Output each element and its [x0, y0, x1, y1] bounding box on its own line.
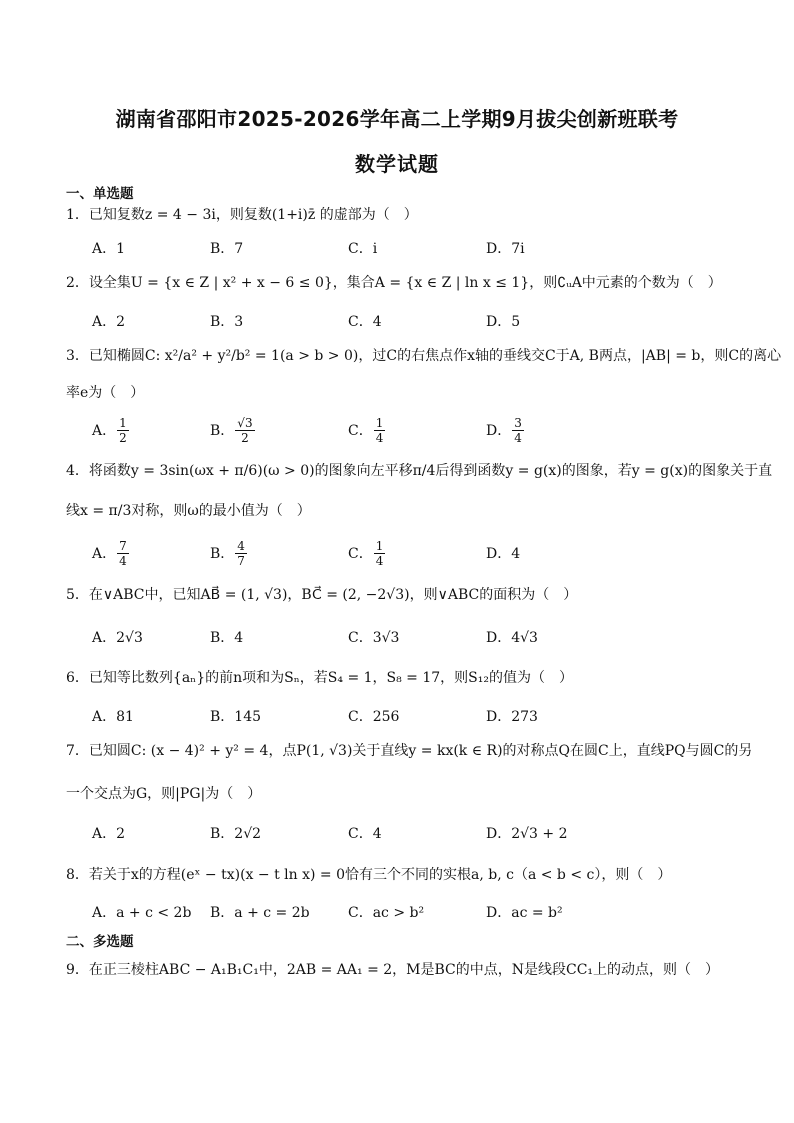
question-6-stem: 6．已知等比数列{aₙ}的前n项和为Sₙ，若S₄ = 1，S₈ = 17，则S₁₂的值为（ ）	[66, 670, 573, 686]
question-8-options	[92, 894, 732, 930]
option-a[interactable]	[92, 412, 130, 448]
question-9-stem: 9．在正三棱柱ABC − A₁B₁C₁中，2AB = AA₁ = 2，M是BC的中点，N是线段CC₁上的动点，则（ ）	[66, 962, 720, 978]
option-a[interactable]: A．81	[92, 709, 134, 725]
option-label: C．	[348, 423, 373, 439]
option-a[interactable]: A．2	[92, 314, 126, 330]
option-b[interactable]	[210, 535, 248, 571]
question-6-options	[92, 698, 732, 734]
question-1-options	[92, 230, 732, 266]
question-4-stem-line-1: 4．将函数y = 3sin(ωx + π/6)(ω > 0)的图象向左平移π/4后得到函数y = g(x)的图象，若y = g(x)的图象关于直	[66, 463, 773, 479]
question-3-options	[92, 412, 732, 448]
option-a[interactable]: A．2	[92, 826, 126, 842]
option-d[interactable]	[486, 412, 525, 448]
question-7-stem-line-1: 7．已知圆C: (x − 4)² + y² = 4，点P(1, √3)关于直线y = kx(k ∈ R)的对称点Q在圆C上，直线PQ与圆C的另	[66, 743, 753, 759]
option-b[interactable]: B．4	[210, 630, 244, 646]
option-fraction: $\frac{4}{7}$	[237, 538, 245, 568]
option-a[interactable]: A．1	[92, 241, 126, 257]
question-3-stem-line-2: 率e为（ ）	[66, 385, 145, 401]
question-8-stem: 8．若关于x的方程(eˣ − tx)(x − t ln x) = 0恰有三个不同的实根a, b, c（a < b < c），则（ ）	[66, 867, 672, 883]
option-c[interactable]: C．ac > b²	[348, 905, 425, 921]
section-multiple-choice: 二、多选题	[66, 934, 134, 950]
option-label: C．	[348, 546, 373, 562]
question-7-stem-line-2: 一个交点为G，则|PG|为（ ）	[66, 786, 262, 802]
option-fraction: $\frac{√3}{2}$	[237, 415, 253, 445]
option-fraction: $\frac{1}{4}$	[375, 415, 384, 445]
option-c[interactable]: C．256	[348, 709, 400, 725]
option-d[interactable]: D．4√3	[486, 630, 538, 646]
option-d[interactable]: D．7i	[486, 241, 525, 257]
option-b[interactable]: B．3	[210, 314, 244, 330]
question-2-stem: 2．设全集U = {x ∈ Z | x² + x − 6 ≤ 0}，集合A = {x ∈ Z | ln x ≤ 1}，则∁ᵤA中元素的个数为（ ）	[66, 275, 722, 291]
option-b[interactable]: B．7	[210, 241, 244, 257]
exam-title: 湖南省邵阳市2025-2026学年高二上学期9月拔尖创新班联考	[115, 107, 679, 131]
option-a[interactable]: A．a + c < 2b	[92, 905, 192, 921]
option-b[interactable]: B．a + c = 2b	[210, 905, 310, 921]
option-label: A．	[92, 546, 117, 562]
question-1-stem: 1．已知复数z = 4 − 3i，则复数(1+i)z̄ 的虚部为（ ）	[66, 207, 418, 223]
option-a[interactable]	[92, 535, 130, 571]
question-4-options	[92, 535, 732, 571]
option-fraction: $\frac{7}{4}$	[119, 538, 127, 568]
option-label: B．	[210, 423, 235, 439]
option-b[interactable]	[210, 412, 256, 448]
option-c[interactable]: C．4	[348, 826, 382, 842]
option-a[interactable]: A．2√3	[92, 630, 143, 646]
option-c[interactable]: C．i	[348, 241, 378, 257]
option-b[interactable]: B．145	[210, 709, 262, 725]
option-d[interactable]: D．4	[486, 546, 521, 562]
option-label: B．	[210, 546, 235, 562]
option-d[interactable]: D．2√3 + 2	[486, 826, 568, 842]
option-fraction: $\frac{3}{4}$	[514, 415, 522, 445]
option-c[interactable]: C．3√3	[348, 630, 400, 646]
question-4-stem-line-2: 线x = π/3对称，则ω的最小值为（ ）	[66, 503, 311, 519]
option-label: D．	[486, 423, 512, 439]
option-d[interactable]: D．273	[486, 709, 538, 725]
question-5-options	[92, 619, 732, 655]
question-2-options	[92, 303, 732, 339]
option-fraction: $\frac{1}{2}$	[119, 415, 127, 445]
option-fraction: $\frac{1}{4}$	[375, 538, 384, 568]
option-b[interactable]: B．2√2	[210, 826, 262, 842]
option-d[interactable]: D．5	[486, 314, 521, 330]
question-7-options	[92, 815, 732, 851]
option-c[interactable]: C．4	[348, 314, 382, 330]
option-label: A．	[92, 423, 117, 439]
option-c[interactable]	[348, 412, 386, 448]
question-5-stem: 5．在∨ABC中，已知AB⃗ = (1, √3)，BC⃗ = (2, −2√3)，则∨ABC的面积为（ ）	[66, 587, 578, 603]
option-d[interactable]: D．ac = b²	[486, 905, 563, 921]
exam-subtitle: 数学试题	[355, 152, 439, 176]
question-3-stem-line-1: 3．已知椭圆C: x²/a² + y²/b² = 1(a > b > 0)，过C的右焦点作x轴的垂线交C于A, B两点，|AB| = b，则C的离心	[66, 348, 782, 364]
option-c[interactable]	[348, 535, 386, 571]
section-single-choice: 一、单选题	[66, 186, 134, 202]
